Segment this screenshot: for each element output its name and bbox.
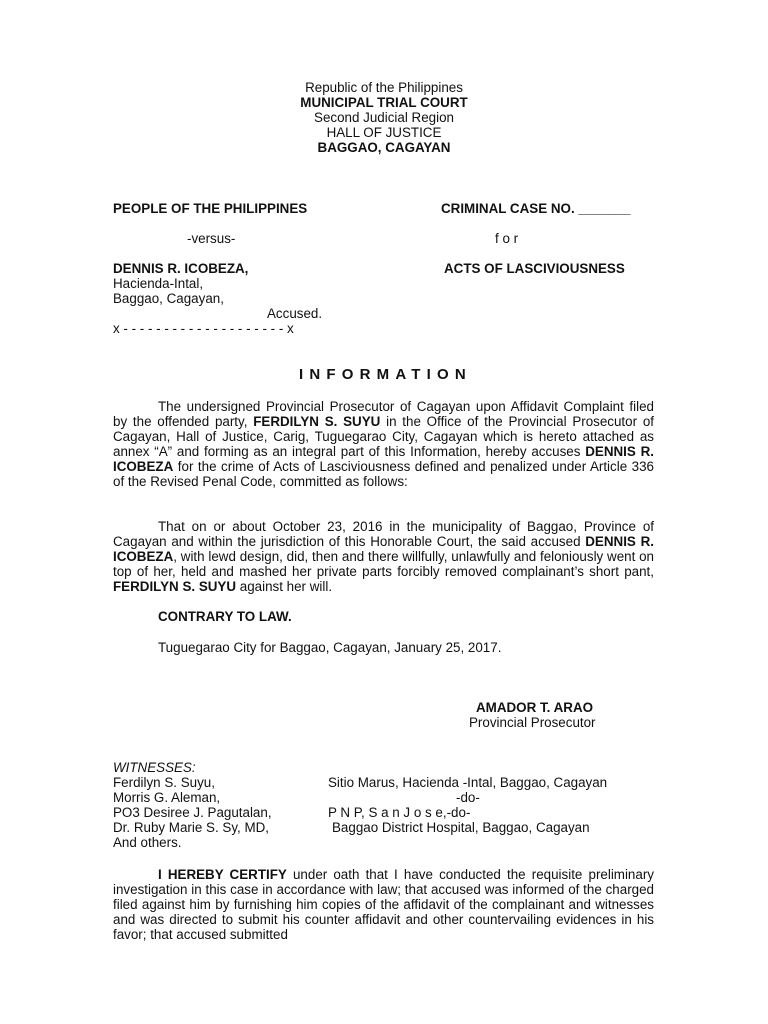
header-location: BAGGAO, CAGAYAN — [317, 140, 451, 155]
plaintiff: PEOPLE OF THE PHILIPPINES — [113, 201, 308, 216]
header-hall: HALL OF JUSTICE — [326, 125, 442, 140]
accused-label: Accused. — [267, 306, 323, 321]
document-title: INFORMATION — [299, 366, 472, 383]
witness-address: Baggao District Hospital, Baggao, Cagayan — [332, 820, 590, 835]
witness-address: P N P, S a n J o s e,-do- — [328, 805, 471, 820]
witness-name: Dr. Ruby Marie S. Sy, MD, — [113, 820, 270, 835]
witness-name: Morris G. Aleman, — [113, 790, 221, 805]
certification-paragraph: I HEREBY CERTIFY under oath that I have conducted the requisite preliminary investigation in this case in accordance with law; that accused was informed of the charged filed against him by furnishing him copies of the affidavit of the complainant and witnesses and was directed to submit his counter affidavit and other countervailing evidences in his favor; that accused submitted — [113, 867, 654, 942]
versus-label: -versus- — [187, 231, 236, 246]
accused-address-1: Hacienda-Intal, — [113, 276, 204, 291]
information-paragraph: The undersigned Provincial Prosecutor of Cagayan upon Affidavit Complaint filed by the offended party, FERDILYN S. SUYU in the Office of the Provincial Prosecutor of Cagayan, Hall of Justice, Carig, Tuguegarao City, Cagayan which is hereto attached as annex “A” and forming as an integral part of this Information, hereby accuses DENNIS R. ICOBEZA for the crime of Acts of Lasciviousness defined and penalized under Article 336 of the Revised Penal Code, committed as follows: — [113, 399, 654, 489]
contrary-to-law: CONTRARY TO LAW. — [158, 609, 292, 624]
place-date: Tuguegarao City for Baggao, Cagayan, January 25, 2017. — [158, 640, 502, 655]
facts-paragraph: That on or about October 23, 2016 in the municipality of Baggao, Province of Cagayan and within the jurisdiction of this Honorable Court, the said accused DENNIS R. ICOBEZA, with lewd design, did, then and there willfully, unlawfully and feloniously went on top of her, held and mashed her private parts forcibly removed complainant’s short pant, FERDILYN S. SUYU against her will. — [113, 519, 654, 594]
signatory-title: Provincial Prosecutor — [469, 715, 596, 730]
offense: ACTS OF LASCIVIOUSNESS — [444, 261, 625, 276]
header-republic: Republic of the Philippines — [305, 80, 463, 95]
witnesses-others: And others. — [113, 835, 182, 850]
witness-name: PO3 Desiree J. Pagutalan, — [113, 805, 272, 820]
for-label: f o r — [495, 231, 519, 246]
witnesses-label: WITNESSES: — [113, 760, 196, 775]
witness-address: -do- — [456, 790, 480, 805]
case-number: CRIMINAL CASE NO. _______ — [441, 201, 631, 216]
header-region: Second Judicial Region — [314, 110, 454, 125]
accused-name: DENNIS R. ICOBEZA, — [113, 261, 249, 276]
header-court: MUNICIPAL TRIAL COURT — [300, 95, 468, 110]
accused-address-2: Baggao, Cagayan, — [113, 291, 224, 306]
caption-separator: x - - - - - - - - - - - - - - - - - - - - x — [113, 321, 294, 336]
witness-address: Sitio Marus, Hacienda -Intal, Baggao, Cagayan — [328, 775, 608, 790]
witness-name: Ferdilyn S. Suyu, — [113, 775, 215, 790]
signatory-name: AMADOR T. ARAO — [476, 700, 594, 715]
